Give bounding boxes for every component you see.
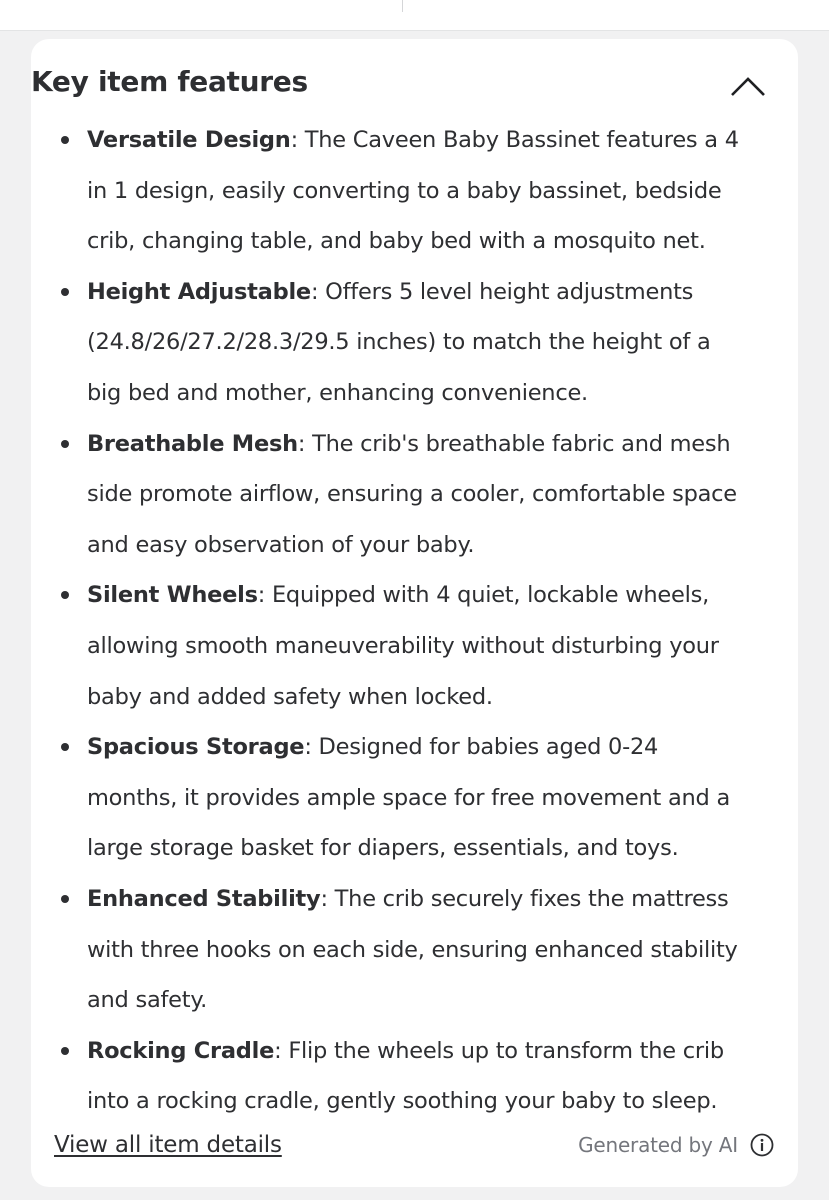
- bullet: [61, 1047, 69, 1055]
- feature-title: Height Adjustable: [87, 278, 311, 305]
- card-header: [31, 63, 771, 109]
- feature-item: [31, 1026, 747, 1127]
- view-all-details-link[interactable]: View all item details: [54, 1132, 282, 1158]
- feature-title: Rocking Cradle: [87, 1037, 275, 1064]
- feature-title: Silent Wheels: [87, 582, 258, 609]
- feature-item: [31, 115, 747, 267]
- feature-text: : The crib's breathable fabric and mesh side promote airflow, ensuring a cooler, comfortable space and easy observation of your baby.: [87, 430, 737, 558]
- collapse-button[interactable]: [725, 63, 771, 109]
- feature-text: : The Caveen Baby Bassinet features a 4 in 1 design, easily converting to a baby bassinet, bedside crib, changing table, and baby bed with a mosquito net.: [87, 127, 739, 255]
- bullet: [61, 440, 69, 448]
- feature-text: : Equipped with 4 quiet, lockable wheels, allowing smooth maneuverability without disturbing your baby and added safety when locked.: [87, 582, 719, 710]
- feature-title: Enhanced Stability: [87, 885, 321, 912]
- card-footer: [54, 1130, 774, 1166]
- section-title: Key item features: [31, 65, 308, 98]
- feature-item: [31, 874, 747, 1026]
- feature-text: : Flip the wheels up to transform the crib into a rocking cradle, gently soothing your baby to sleep.: [87, 1037, 724, 1115]
- info-circle-icon: [750, 1133, 774, 1157]
- bullet: [61, 288, 69, 296]
- feature-title: Spacious Storage: [87, 734, 305, 761]
- chevron-up-icon: [730, 75, 766, 97]
- feature-item: [31, 722, 747, 874]
- bullet: [61, 743, 69, 751]
- feature-item: [31, 267, 747, 419]
- bullet: [61, 136, 69, 144]
- feature-text: : The crib securely fixes the mattress with three hooks on each side, ensuring enhanced stability and safety.: [87, 885, 738, 1014]
- feature-item: [31, 419, 747, 571]
- generated-by-ai: [578, 1133, 774, 1157]
- bullet: [61, 591, 69, 599]
- info-button[interactable]: [750, 1133, 774, 1157]
- feature-text: : Offers 5 level height adjustments (24.8/26/27.2/28.3/29.5 inches) to match the height of a big bed and mother, enhancing convenience.: [87, 278, 711, 406]
- bullet: [61, 895, 69, 903]
- feature-item: [31, 570, 747, 722]
- feature-title: Versatile Design: [87, 127, 291, 153]
- feature-text: : Designed for babies aged 0-24 months, it provides ample space for free movement and a large storage basket for diapers, essentials, and toys.: [87, 734, 731, 862]
- features-list: [31, 115, 747, 1127]
- generated-label: Generated by AI: [578, 1133, 738, 1157]
- top-divider: [402, 0, 403, 12]
- feature-title: Breathable Mesh: [87, 430, 298, 457]
- top-strip: [0, 0, 829, 31]
